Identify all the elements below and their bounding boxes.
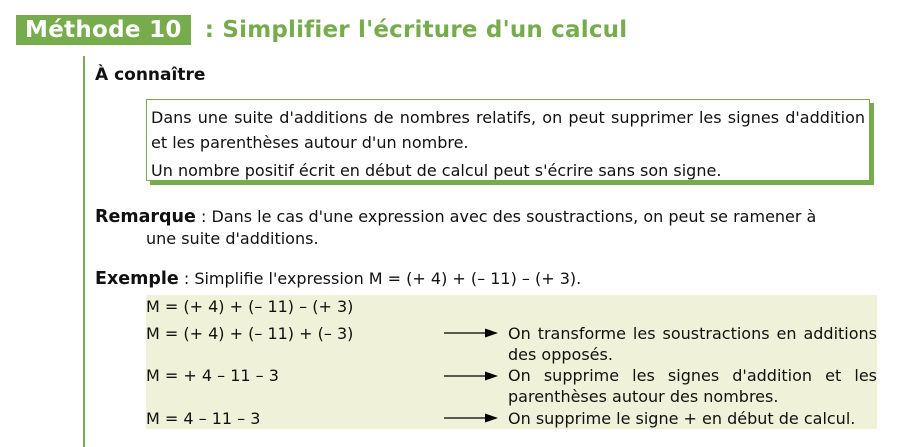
method-tag: Méthode 10	[16, 15, 191, 45]
step-note: On transforme les soustractions en additions des opposés.	[508, 324, 877, 364]
section-heading: À connaître	[95, 65, 206, 85]
right-arrow-icon	[444, 371, 498, 381]
rule-box	[146, 99, 870, 181]
example-label: Exemple	[95, 269, 179, 289]
step-expression: M = (+ 4) + (– 11) – (+ 3)	[146, 297, 354, 316]
step-expression: M = 4 – 11 – 3	[146, 409, 261, 428]
right-arrow-icon	[444, 328, 498, 338]
rule-paragraph: Un nombre positif écrit en début de calcul peut s'écrire sans son signe.	[151, 161, 722, 180]
example	[95, 268, 581, 290]
right-arrow-icon	[444, 413, 498, 423]
page-title: : Simplifier l'écriture d'un calcul	[204, 17, 628, 43]
step-expression: M = + 4 – 11 – 3	[146, 366, 279, 385]
step-expression: M = (+ 4) + (– 11) + (– 3)	[146, 324, 354, 343]
step-note: On supprime les signes d'addition et les parenthèses autour des nombres.	[508, 366, 877, 406]
remark-text-continuation: une suite d'additions.	[146, 229, 319, 248]
title-bar	[16, 14, 627, 46]
remark-label: Remarque	[95, 207, 196, 227]
remark	[95, 206, 877, 249]
rule-paragraph: Dans une suite d'additions de nombres relatifs, on peut supprimer les signes d'addition et les parenthèses autour d'un nombre.	[151, 108, 865, 152]
example-steps	[146, 295, 877, 429]
section-divider	[83, 56, 85, 447]
remark-text: : Dans le cas d'une expression avec des soustractions, on peut se ramener à	[195, 207, 817, 226]
step-note: On supprime le signe + en début de calcul.	[508, 409, 856, 428]
example-text: : Simplifie l'expression M = (+ 4) + (– 11) – (+ 3).	[178, 269, 582, 288]
